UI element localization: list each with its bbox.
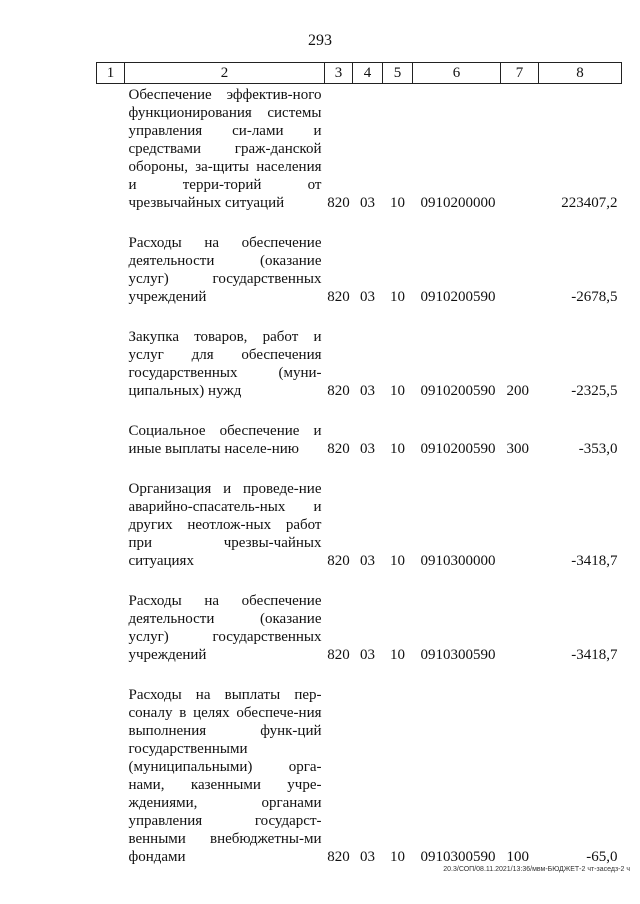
row-ministry-code: 820 bbox=[327, 647, 350, 663]
header-col-7: 7 bbox=[501, 63, 539, 84]
row-amount: -2325,5 bbox=[571, 383, 618, 399]
row-target-code: 0910200000 bbox=[420, 195, 496, 211]
row-expense-type bbox=[501, 592, 539, 664]
row-section-code: 03 bbox=[360, 849, 375, 865]
row-description: Обеспечение эффектив-ного функционирования системы управления си-лами и средствами граж-данской обороны, за-щиты населения и терри-торий от чрезвычайных ситуаций bbox=[128, 87, 322, 211]
row-subsection-code: 10 bbox=[390, 647, 405, 663]
row-description: Расходы на обеспечение деятельности (оказание услуг) государственных учреждений bbox=[128, 593, 322, 663]
row-spacer bbox=[97, 400, 622, 422]
row-spacer bbox=[97, 306, 622, 328]
header-col-8: 8 bbox=[539, 63, 622, 84]
row-subsection-code: 10 bbox=[390, 289, 405, 305]
row-section-code: 03 bbox=[360, 289, 375, 305]
row-ministry-code: 820 bbox=[327, 849, 350, 865]
row-section-code: 03 bbox=[360, 383, 375, 399]
row-ministry-code: 820 bbox=[327, 383, 350, 399]
row-section-code: 03 bbox=[360, 441, 375, 457]
row-description: Социальное обеспечение и иные выплаты населе-нию bbox=[128, 423, 322, 457]
budget-table bbox=[96, 62, 622, 866]
row-target-code: 0910200590 bbox=[420, 383, 496, 399]
row-description: Организация и проведе-ние аварийно-спасатель-ных и других неотлож-ных работ при чрезвы-чайных ситуациях bbox=[128, 481, 322, 569]
row-ministry-code: 820 bbox=[327, 441, 350, 457]
row-spacer bbox=[97, 664, 622, 686]
header-col-1: 1 bbox=[97, 63, 125, 84]
table-row bbox=[97, 480, 622, 570]
row-target-code: 0910200590 bbox=[420, 441, 496, 457]
document-footer-stamp: 20.3/СОП/08.11.2021/13:36/мвм-БЮДЖЕТ-2 чт-заседз-2 ч bbox=[443, 866, 630, 873]
row-section-code: 03 bbox=[360, 647, 375, 663]
table-row bbox=[97, 686, 622, 866]
row-expense-type bbox=[501, 234, 539, 306]
row-amount: -2678,5 bbox=[571, 289, 618, 305]
row-target-code: 0910300590 bbox=[420, 647, 496, 663]
table-row bbox=[97, 592, 622, 664]
row-spacer bbox=[97, 570, 622, 592]
header-col-2: 2 bbox=[125, 63, 325, 84]
header-col-3: 3 bbox=[325, 63, 353, 84]
row-amount: 223407,2 bbox=[561, 195, 618, 211]
table-row bbox=[97, 84, 622, 213]
row-amount: -353,0 bbox=[578, 441, 618, 457]
row-description: Расходы на выплаты пер-соналу в целях обеспече-ния выполнения функ-ций государственными (муниципальными) орга-нами, казенными учре-ждениями, органами управления государст-венными внебюджетны-ми фондами bbox=[128, 687, 322, 865]
row-subsection-code: 10 bbox=[390, 441, 405, 457]
row-spacer bbox=[97, 212, 622, 234]
row-amount: -65,0 bbox=[586, 849, 618, 865]
row-target-code: 0910300000 bbox=[420, 553, 496, 569]
row-section-code: 03 bbox=[360, 195, 375, 211]
row-expense-type bbox=[501, 480, 539, 570]
row-description: Расходы на обеспечение деятельности (оказание услуг) государственных учреждений bbox=[128, 235, 322, 305]
row-amount: -3418,7 bbox=[571, 647, 618, 663]
row-section-code: 03 bbox=[360, 553, 375, 569]
row-expense-type: 300 bbox=[506, 441, 529, 457]
row-subsection-code: 10 bbox=[390, 849, 405, 865]
row-ministry-code: 820 bbox=[327, 553, 350, 569]
header-col-5: 5 bbox=[383, 63, 413, 84]
row-spacer bbox=[97, 458, 622, 480]
row-expense-type: 200 bbox=[506, 383, 529, 399]
row-subsection-code: 10 bbox=[390, 553, 405, 569]
row-target-code: 0910300590 bbox=[420, 849, 496, 865]
header-row bbox=[97, 63, 622, 84]
row-expense-type: 100 bbox=[506, 849, 529, 865]
header-col-6: 6 bbox=[413, 63, 501, 84]
table-row bbox=[97, 234, 622, 306]
row-ministry-code: 820 bbox=[327, 195, 350, 211]
table-row bbox=[97, 328, 622, 400]
header-col-4: 4 bbox=[353, 63, 383, 84]
row-amount: -3418,7 bbox=[571, 553, 618, 569]
row-target-code: 0910200590 bbox=[420, 289, 496, 305]
row-description: Закупка товаров, работ и услуг для обеспечения государственных (муни-ципальных) нужд bbox=[128, 329, 322, 399]
row-expense-type bbox=[501, 84, 539, 213]
row-subsection-code: 10 bbox=[390, 383, 405, 399]
page-number: 293 bbox=[308, 32, 332, 49]
row-subsection-code: 10 bbox=[390, 195, 405, 211]
row-ministry-code: 820 bbox=[327, 289, 350, 305]
table-row bbox=[97, 422, 622, 458]
